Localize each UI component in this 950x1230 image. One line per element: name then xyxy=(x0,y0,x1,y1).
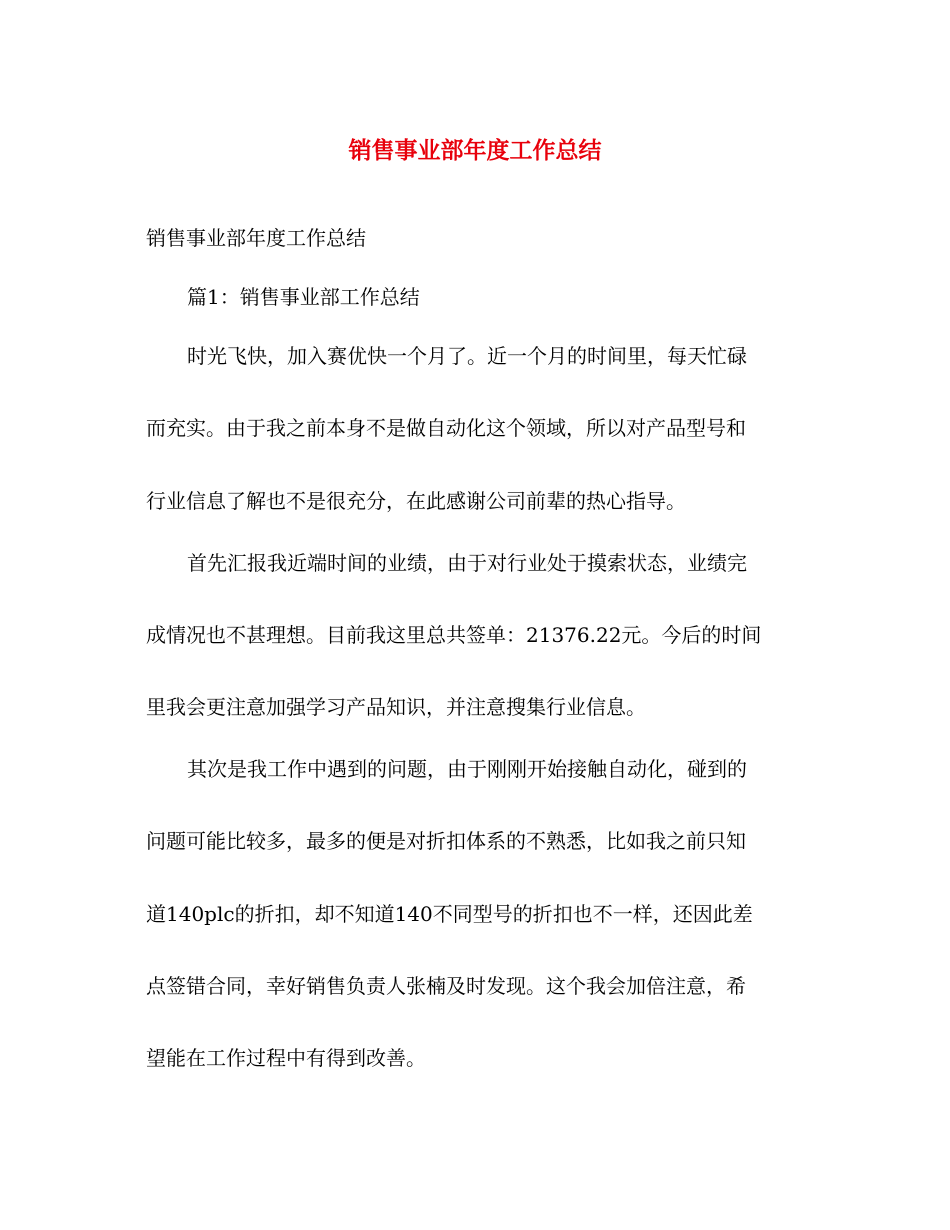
paragraph-2-line-1: 首先汇报我近端时间的业绩，由于对行业处于摸索状态，业绩完 xyxy=(187,551,747,575)
paragraph-3-line-5: 望能在工作过程中有得到改善。 xyxy=(146,1046,426,1070)
section-heading: 篇1：销售事业部工作总结 xyxy=(187,285,420,309)
document-title: 销售事业部年度工作总结 xyxy=(348,137,602,164)
paragraph-2-line-3: 里我会更注意加强学习产品知识，并注意搜集行业信息。 xyxy=(146,695,646,719)
paragraph-2-line-2: 成情况也不甚理想。目前我这里总共签单：21376.22元。今后的时间 xyxy=(146,623,762,647)
paragraph-1-line-1: 时光飞快，加入赛优快一个月了。近一个月的时间里，每天忙碌 xyxy=(187,344,747,368)
paragraph-3-line-2: 问题可能比较多，最多的便是对折扣体系的不熟悉，比如我之前只知 xyxy=(146,829,746,853)
paragraph-3-line-1: 其次是我工作中遇到的问题，由于刚刚开始接触自动化，碰到的 xyxy=(187,757,747,781)
paragraph-3-line-4: 点签错合同，幸好销售负责人张楠及时发现。这个我会加倍注意，希 xyxy=(146,974,746,998)
paragraph-1-line-3: 行业信息了解也不是很充分，在此感谢公司前辈的热心指导。 xyxy=(146,489,686,513)
subtitle-line: 销售事业部年度工作总结 xyxy=(146,226,366,250)
paragraph-1-line-2: 而充实。由于我之前本身不是做自动化这个领域，所以对产品型号和 xyxy=(146,416,746,440)
paragraph-3-line-3: 道140plc的折扣，却不知道140不同型号的折扣也不一样，还因此差 xyxy=(146,902,753,926)
